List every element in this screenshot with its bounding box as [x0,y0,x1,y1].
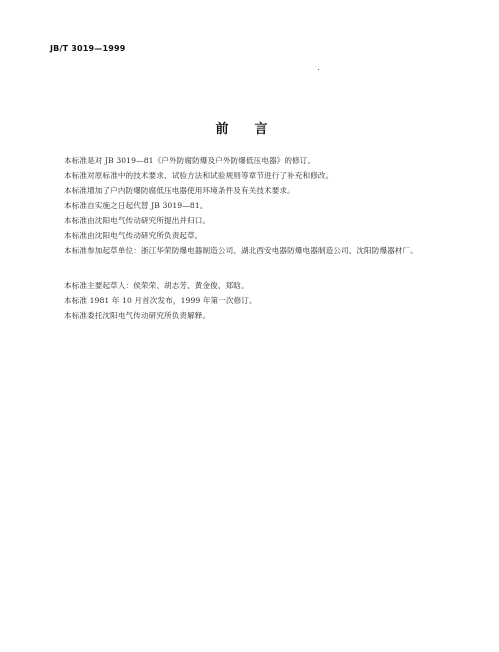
scan-speck [318,69,319,70]
paragraph-participants: 本标准参加起草单位：浙江华荣防爆电器制造公司、湖北西安电器防爆电器制造公司、沈阳防爆器材厂。 [64,246,418,255]
paragraph-revision: 本标准是对 JB 3019—81《户外防腐防爆及户外防爆低压电器》的修订。 [64,156,316,165]
page-title: 前言 [215,122,294,137]
paragraph-authors: 本标准主要起草人：侯荣荣、胡志芳、黄金俊、郑晗。 [64,281,249,290]
paragraph-history: 本标准 1981 年 10 月首次发布，1999 年第一次修订。 [64,296,257,305]
paragraph-proposer: 本标准由沈阳电气传动研究所提出并归口。 [64,216,211,225]
paragraph-changes: 本标准对原标准中的技术要求、试验方法和试验规则等章节进行了补充和修改。 [64,171,334,180]
paragraph-additions: 本标准增加了户内防爆防腐低压电器使用环境条件及有关技术要求。 [64,186,295,195]
paragraph-interpretation: 本标准委托沈阳电气传动研究所负责解释。 [64,311,211,320]
standard-number: JB/T 3019—1999 [50,44,126,53]
paragraph-replaces: 本标准自实施之日起代替 JB 3019—81。 [64,201,208,210]
paragraph-drafter: 本标准由沈阳电气传动研究所负责起草。 [64,231,203,240]
